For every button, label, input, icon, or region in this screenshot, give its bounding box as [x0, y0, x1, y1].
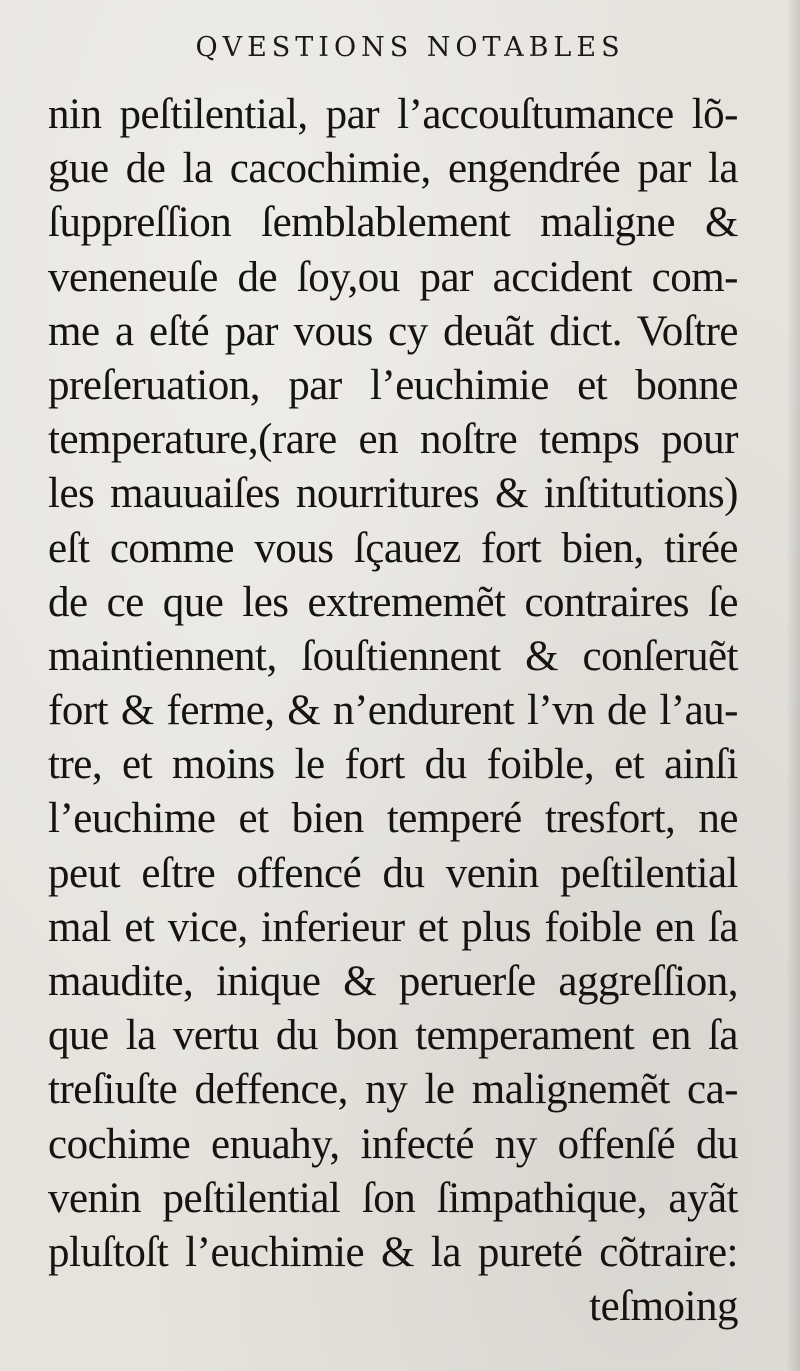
text-line: me a eſté par vous cy deuãt dict. Voſtre: [48, 307, 738, 355]
text-line: eſt comme vous ſçauez fort bien, tirée: [48, 524, 738, 572]
text-line: l’euchime et bien temperé tresfort, ne: [48, 795, 738, 843]
text-line: temperature,(rare en noſtre temps pour: [48, 416, 738, 464]
text-line: peut eſtre offencé du venin peſtilential: [48, 849, 738, 897]
text-line: gue de la cacochimie, engendrée par la: [48, 145, 738, 193]
text-line: preſeruation, par l’euchimie et bonne: [48, 361, 738, 409]
text-line: nin peſtilential, par l’accouſtumance lõ-: [48, 91, 738, 138]
body-text: [48, 88, 738, 1334]
text-line: ſuppreſſion ſemblablement maligne &: [48, 199, 738, 247]
text-line: fort & ferme, & n’endurent l’vn de l’au-: [48, 687, 738, 735]
text-line: veneneuſe de ſoy,ou par accident com-: [48, 253, 738, 301]
text-line: que la vertu du bon temperament en ſa: [48, 1012, 738, 1060]
text-line: de ce que les extrememẽt contraires ſe: [48, 578, 738, 626]
catchword: teſmoing: [589, 1283, 738, 1331]
text-line: maudite, inique & peruerſe aggreſſion,: [48, 958, 738, 1005]
text-line: pluſtoſt l’euchimie & la pureté cõtraire:: [48, 1228, 738, 1276]
text-line: tre, et moins le fort du foible, et ainſi: [48, 741, 738, 789]
text-line: venin peſtilential ſon ſimpathique, ayãt: [48, 1174, 738, 1222]
page-edge-shadow: [786, 0, 800, 1371]
text-line: treſiuſte deffence, ny le malignemẽt ca-: [48, 1066, 738, 1114]
text-line: cochime enuahy, infecté ny offenſé du: [48, 1120, 738, 1168]
running-head: QVESTIONS NOTABLES: [195, 32, 625, 63]
text-line: maintiennent, ſouſtiennent & conſeruẽt: [48, 632, 738, 680]
text-line: mal et vice, inferieur et plus foible en ſa: [48, 903, 738, 951]
text-line: les mauuaiſes nourritures & inſtitutions): [48, 470, 738, 518]
